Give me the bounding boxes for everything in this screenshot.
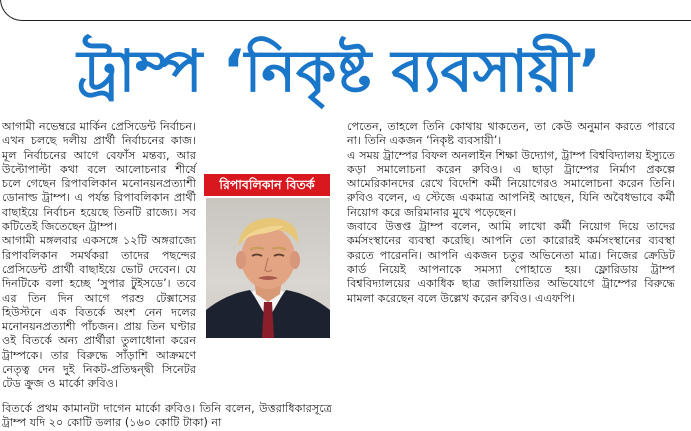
portrait-illustration (206, 198, 330, 338)
article-paragraph-2: আগামী মঙ্গলবার একসঙ্গে ১২টি অঙ্গরাজ্যে রিপাবলিকান সমর্থকরা তাদের পছন্দের প্রেসিডেন্ট প্রার্থী বাছাইয়ে ভোট দেবেন। যে দিনটিকে বলা হচ্ছে ‘সুপার টুইসডে’। তবে এর তিন দিন আগে পরশু টেক্সাসের হিউস্টনে এক বিতর্কে অংশ নেন দলের মনোনয়নপ্রত্যাশী পাঁচজন। প্রায় তিন ঘণ্টার ওই বিতর্কে অন্য প্রার্থীরা তুলাধোনা করেন ট্রাম্পকে। তার বিরুদ্ধে সাঁড়াশি আক্রমণে নেতৃত্ব দেন দুই নিকট-প্রতিদ্বন্দ্বী সিনেটর টেড ক্রুজ ও মার্কো রুবিও। (2, 234, 196, 391)
debate-label: রিপাবলিকান বিতর্ক (204, 174, 330, 196)
article-column-left (2, 120, 332, 431)
article-paragraph-1: আগামী নভেম্বরে মার্কিন প্রেসিডেন্ট নির্বাচন। এখন চলছে দলীয় প্রার্থী নির্বাচনের কাজ। মূল নির্বাচনের আগে বেফাঁস মন্তব্য, আর উল্টোপাল্টা কথা বলে আলোচনার শীর্ষে চলে গেছেন রিপাবলিকান মনোনয়নপ্রত্যাশী ডোনাল্ড ট্রাম্প। এ পর্যন্ত রিপাবলিকান প্রার্থী বাছাইয়ে নির্বাচন হয়েছে তিনটি রাজ্যে। সব কটিতেই জিতেছেন ট্রাম্প। (2, 120, 196, 234)
article-paragraph-4: পেতেন, তাহলে তিনি কোথায় থাকতেন, তা কেউ অনুমান করতে পারবে না। তিনি একজন ‘নিকৃষ্ট ব্যবসায়ী’। (347, 120, 675, 148)
article-paragraph-3: বিতর্কে প্রথম কামানটা দাগেন মার্কো রুবিও। তিনি বলেন, উত্তরাধিকারসূত্রে ট্রাম্প যদি ২০ কোটি ডলার (১৬০ কোটি টাকা) না (2, 402, 332, 430)
article-paragraph-5: এ সময় ট্রাম্পের বিফল অনলাইন শিক্ষা উদ্যোগ, ট্রাম্প বিশ্ববিদ্যালয় ইস্যুতে কড়া সমালোচনা করেন রুবিও। এ ছাড়া ট্রাম্পের নির্মাণ প্রকল্পে আমেরিকানদের রেখে বিদেশি কর্মী নিয়োগেরও সমালোচনা করেন তিনি। রুবিও বলেন, এ স্টেজে একমাত্র আপনিই আছেন, যিনি অবৈধভাবে কর্মী নিয়োগ করে জরিমানার মুখে পড়েছেন। (347, 148, 675, 219)
photo-box (202, 174, 332, 400)
trump-photo (206, 198, 330, 338)
top-border-rule (0, 0, 691, 21)
headline: ট্রাম্প ‘নিকৃষ্ট ব্যবসায়ী’ (77, 37, 601, 105)
article-paragraph-6: জবাবে উত্তপ্ত ট্রাম্প বলেন, আমি লাখো কর্মী নিয়োগ দিয়ে তাদের কর্মসংস্থানের ব্যবস্থা করেছি। আপনি তো কারোরই কর্মসংস্থানের ব্যবস্থা করতে পারেননি। আপনি একজন চতুর অভিনেতা মাত্র। নিজের ক্রেডিট কার্ড নিয়েই আপনাকে সমস্যা পোহাতে হয়। ফ্লোরিডায় ট্রাম্প বিশ্ববিদ্যালয়ের একাধিক ছাত্র জালিয়াতির অভিযোগে ট্রাম্পের বিরুদ্ধে মামলা করেছেন বলে উল্লেখ করেন রুবিও। এএফপি। (347, 220, 675, 305)
article-column-right (347, 120, 675, 306)
